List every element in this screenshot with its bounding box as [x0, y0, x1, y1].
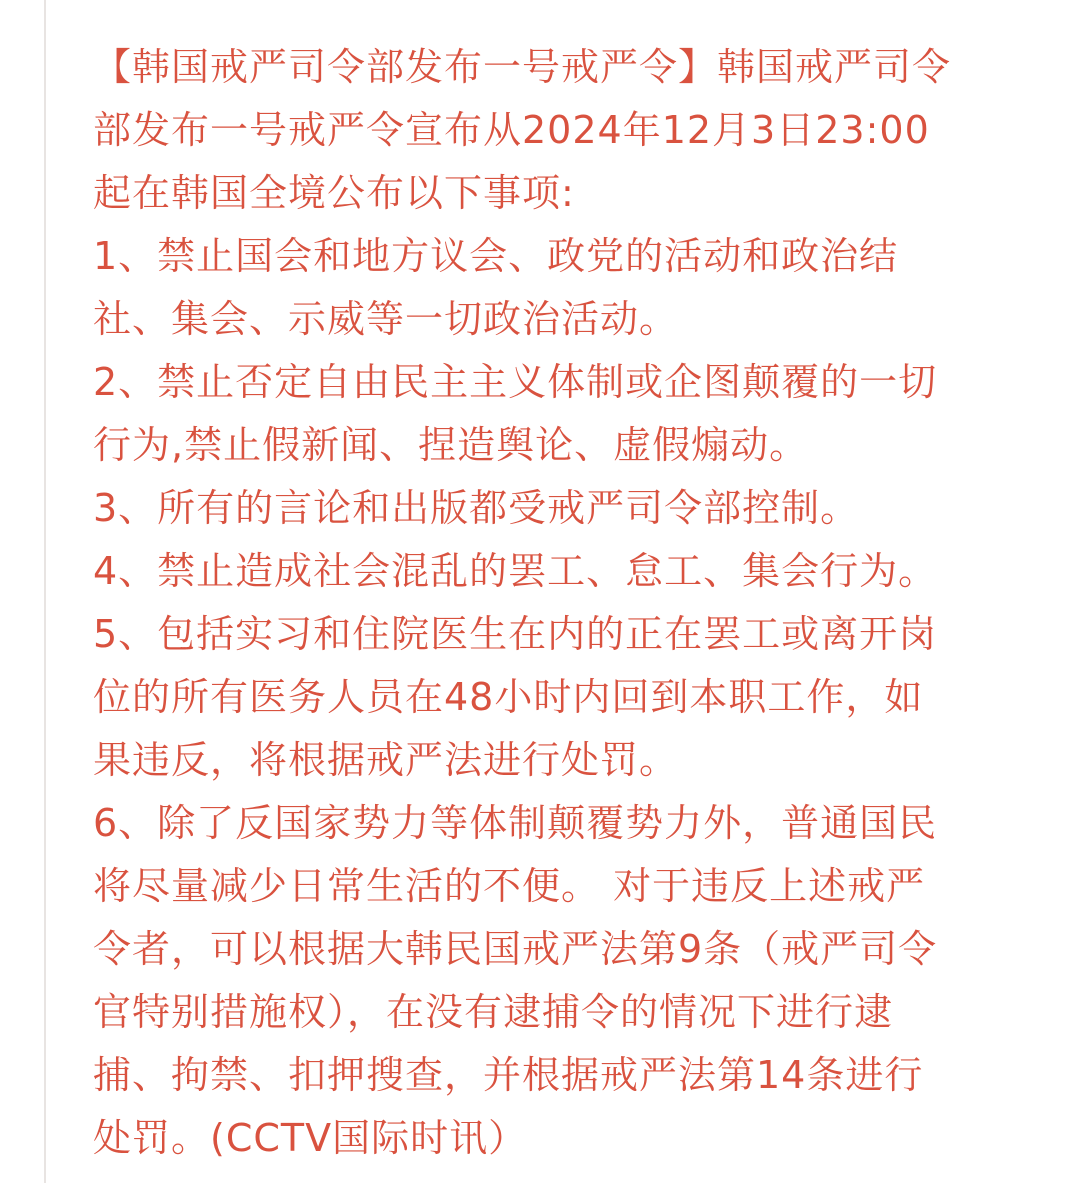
article-body [93, 36, 1013, 1170]
text-line-9: 4、禁止造成社会混乱的罢工、怠工、集会行为。 [93, 549, 938, 593]
left-divider [44, 0, 46, 1183]
text-line-15: 令者，可以根据大韩民国戒严法第9条（戒严司令 [93, 927, 938, 971]
text-line-14: 将尽量减少日常生活的不便。 对于违反上述戒严 [93, 864, 926, 908]
text-line-3: 起在韩国全境公布以下事项: [93, 171, 575, 215]
text-line-2: 部发布一号戒严令宣布从2024年12月3日23:00 [93, 108, 930, 152]
text-line-12: 果违反，将根据戒严法进行处罚。 [93, 738, 679, 782]
text-line-16: 官特别措施权），在没有逮捕令的情况下进行逮 [93, 990, 894, 1034]
text-line-13: 6、除了反国家势力等体制颠覆势力外，普通国民 [93, 801, 938, 845]
text-line-18: 处罚。(CCTV国际时讯） [93, 1116, 528, 1160]
text-line-8: 3、所有的言论和出版都受戒严司令部控制。 [93, 486, 860, 530]
text-line-10: 5、包括实习和住院医生在内的正在罢工或离开岗 [93, 612, 938, 656]
text-line-4: 1、禁止国会和地方议会、政党的活动和政治结 [93, 234, 899, 278]
text-line-11: 位的所有医务人员在48小时内回到本职工作，如 [93, 675, 924, 719]
text-line-6: 2、禁止否定自由民主主义体制或企图颠覆的一切 [93, 360, 938, 404]
text-line-1: 【韩国戒严司令部发布一号戒严令】韩国戒严司令 [93, 45, 952, 89]
text-line-5: 社、集会、示威等一切政治活动。 [93, 297, 679, 341]
text-line-17: 捕、拘禁、扣押搜查，并根据戒严法第14条进行 [93, 1053, 924, 1097]
text-line-7: 行为,禁止假新闻、捏造舆论、虚假煽动。 [93, 423, 809, 467]
